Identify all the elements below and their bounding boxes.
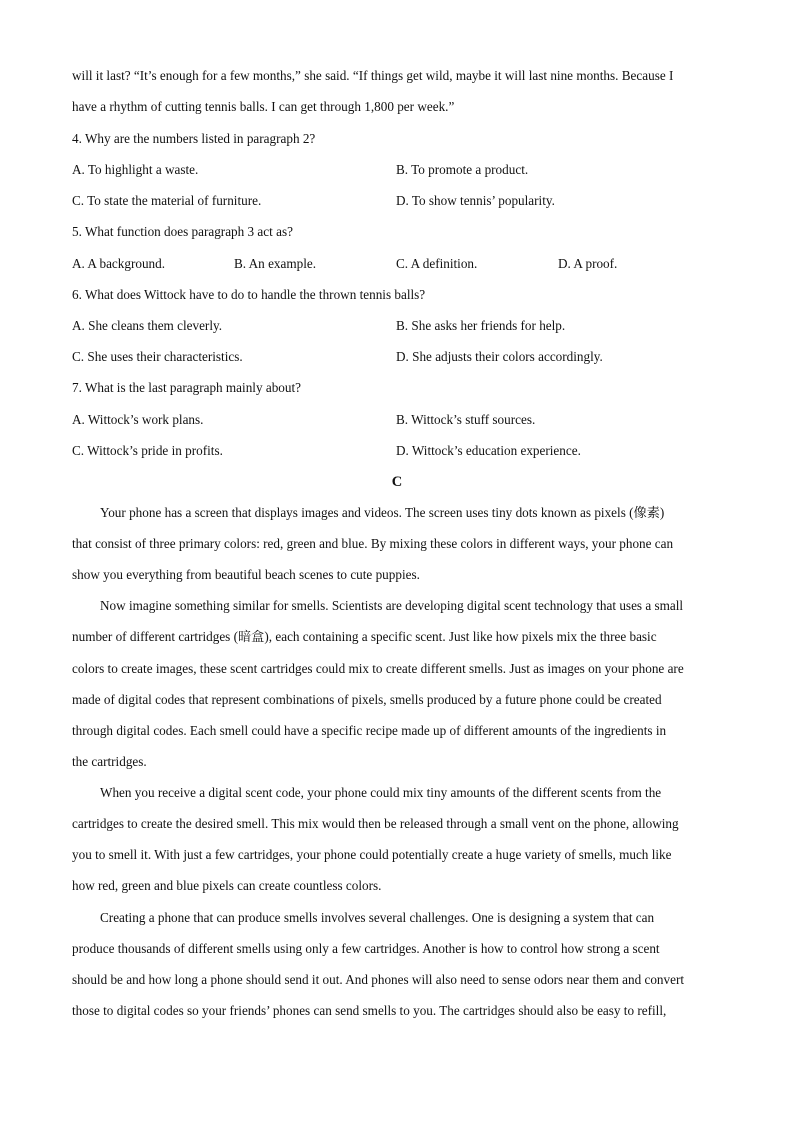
- question-5-option-b: B. An example.: [234, 256, 317, 271]
- paragraph-line: show you everything from beautiful beach scenes to cute puppies.: [72, 567, 420, 582]
- question-6-option-a: A. She cleans them cleverly.: [72, 318, 223, 333]
- paragraph-line: Now imagine something similar for smells. Scientists are developing digital scent technology that uses a small: [100, 598, 684, 613]
- question-7-option-a: A. Wittock’s work plans.: [72, 412, 204, 427]
- paragraph-line: number of different cartridges (暗盒), each containing a specific scent. Just like how pixels mix the three basic: [72, 629, 657, 644]
- paragraph-line: you to smell it. With just a few cartridges, your phone could potentially create a huge variety of smells, much like: [72, 847, 672, 862]
- paragraph-line: that consist of three primary colors: red, green and blue. By mixing these colors in different ways, your phone can: [72, 536, 674, 551]
- question-6-option-b: B. She asks her friends for help.: [396, 318, 566, 333]
- question-4-option-a: A. To highlight a waste.: [72, 162, 199, 177]
- section-heading: C: [391, 474, 403, 490]
- question-4-option-d: D. To show tennis’ popularity.: [396, 193, 555, 208]
- passage-line: have a rhythm of cutting tennis balls. I can get through 1,800 per week.”: [72, 99, 455, 114]
- question-5-option-d: D. A proof.: [558, 256, 618, 271]
- paragraph-line: colors to create images, these scent cartridges could mix to create different smells. Just as images on your phone are: [72, 661, 684, 676]
- question-6-option-c: C. She uses their characteristics.: [72, 349, 243, 364]
- question-stem-4: 4. Why are the numbers listed in paragraph 2?: [72, 131, 316, 146]
- paragraph-line: those to digital codes so your friends’ phones can send smells to you. The cartridges should also be easy to refill,: [72, 1003, 667, 1018]
- question-4-option-c: C. To state the material of furniture.: [72, 193, 262, 208]
- paragraph-line: how red, green and blue pixels can create countless colors.: [72, 878, 382, 893]
- paragraph-line: When you receive a digital scent code, your phone could mix tiny amounts of the different scents from the: [100, 785, 662, 800]
- question-stem-7: 7. What is the last paragraph mainly about?: [72, 380, 302, 395]
- question-stem-5: 5. What function does paragraph 3 act as?: [72, 224, 293, 239]
- paragraph-line: produce thousands of different smells using only a few cartridges. Another is how to control how strong a scent: [72, 941, 660, 956]
- paragraph-line: through digital codes. Each smell could have a specific recipe made up of different amounts of the ingredients in: [72, 723, 667, 738]
- paragraph-line: made of digital codes that represent combinations of pixels, smells produced by a future phone could be created: [72, 692, 662, 707]
- question-5-option-a: A. A background.: [72, 256, 166, 271]
- paragraph-line: Your phone has a screen that displays images and videos. The screen uses tiny dots known as pixels (像素): [100, 505, 665, 520]
- question-4-option-b: B. To promote a product.: [396, 162, 529, 177]
- question-7-option-c: C. Wittock’s pride in profits.: [72, 443, 223, 458]
- paragraph-line: should be and how long a phone should send it out. And phones will also need to sense odors near them and convert: [72, 972, 685, 987]
- question-7-option-d: D. Wittock’s education experience.: [396, 443, 581, 458]
- question-7-option-b: B. Wittock’s stuff sources.: [396, 412, 536, 427]
- question-5-option-c: C. A definition.: [396, 256, 478, 271]
- paragraph-line: the cartridges.: [72, 754, 147, 769]
- paragraph-line: Creating a phone that can produce smells involves several challenges. One is designing a system that can: [100, 910, 655, 925]
- question-stem-6: 6. What does Wittock have to do to handle the thrown tennis balls?: [72, 287, 426, 302]
- paragraph-line: cartridges to create the desired smell. This mix would then be released through a small vent on the phone, allowing: [72, 816, 679, 831]
- passage-line: will it last? “It’s enough for a few months,” she said. “If things get wild, maybe it will last nine months. Because I: [72, 68, 674, 83]
- question-6-option-d: D. She adjusts their colors accordingly.: [396, 349, 603, 364]
